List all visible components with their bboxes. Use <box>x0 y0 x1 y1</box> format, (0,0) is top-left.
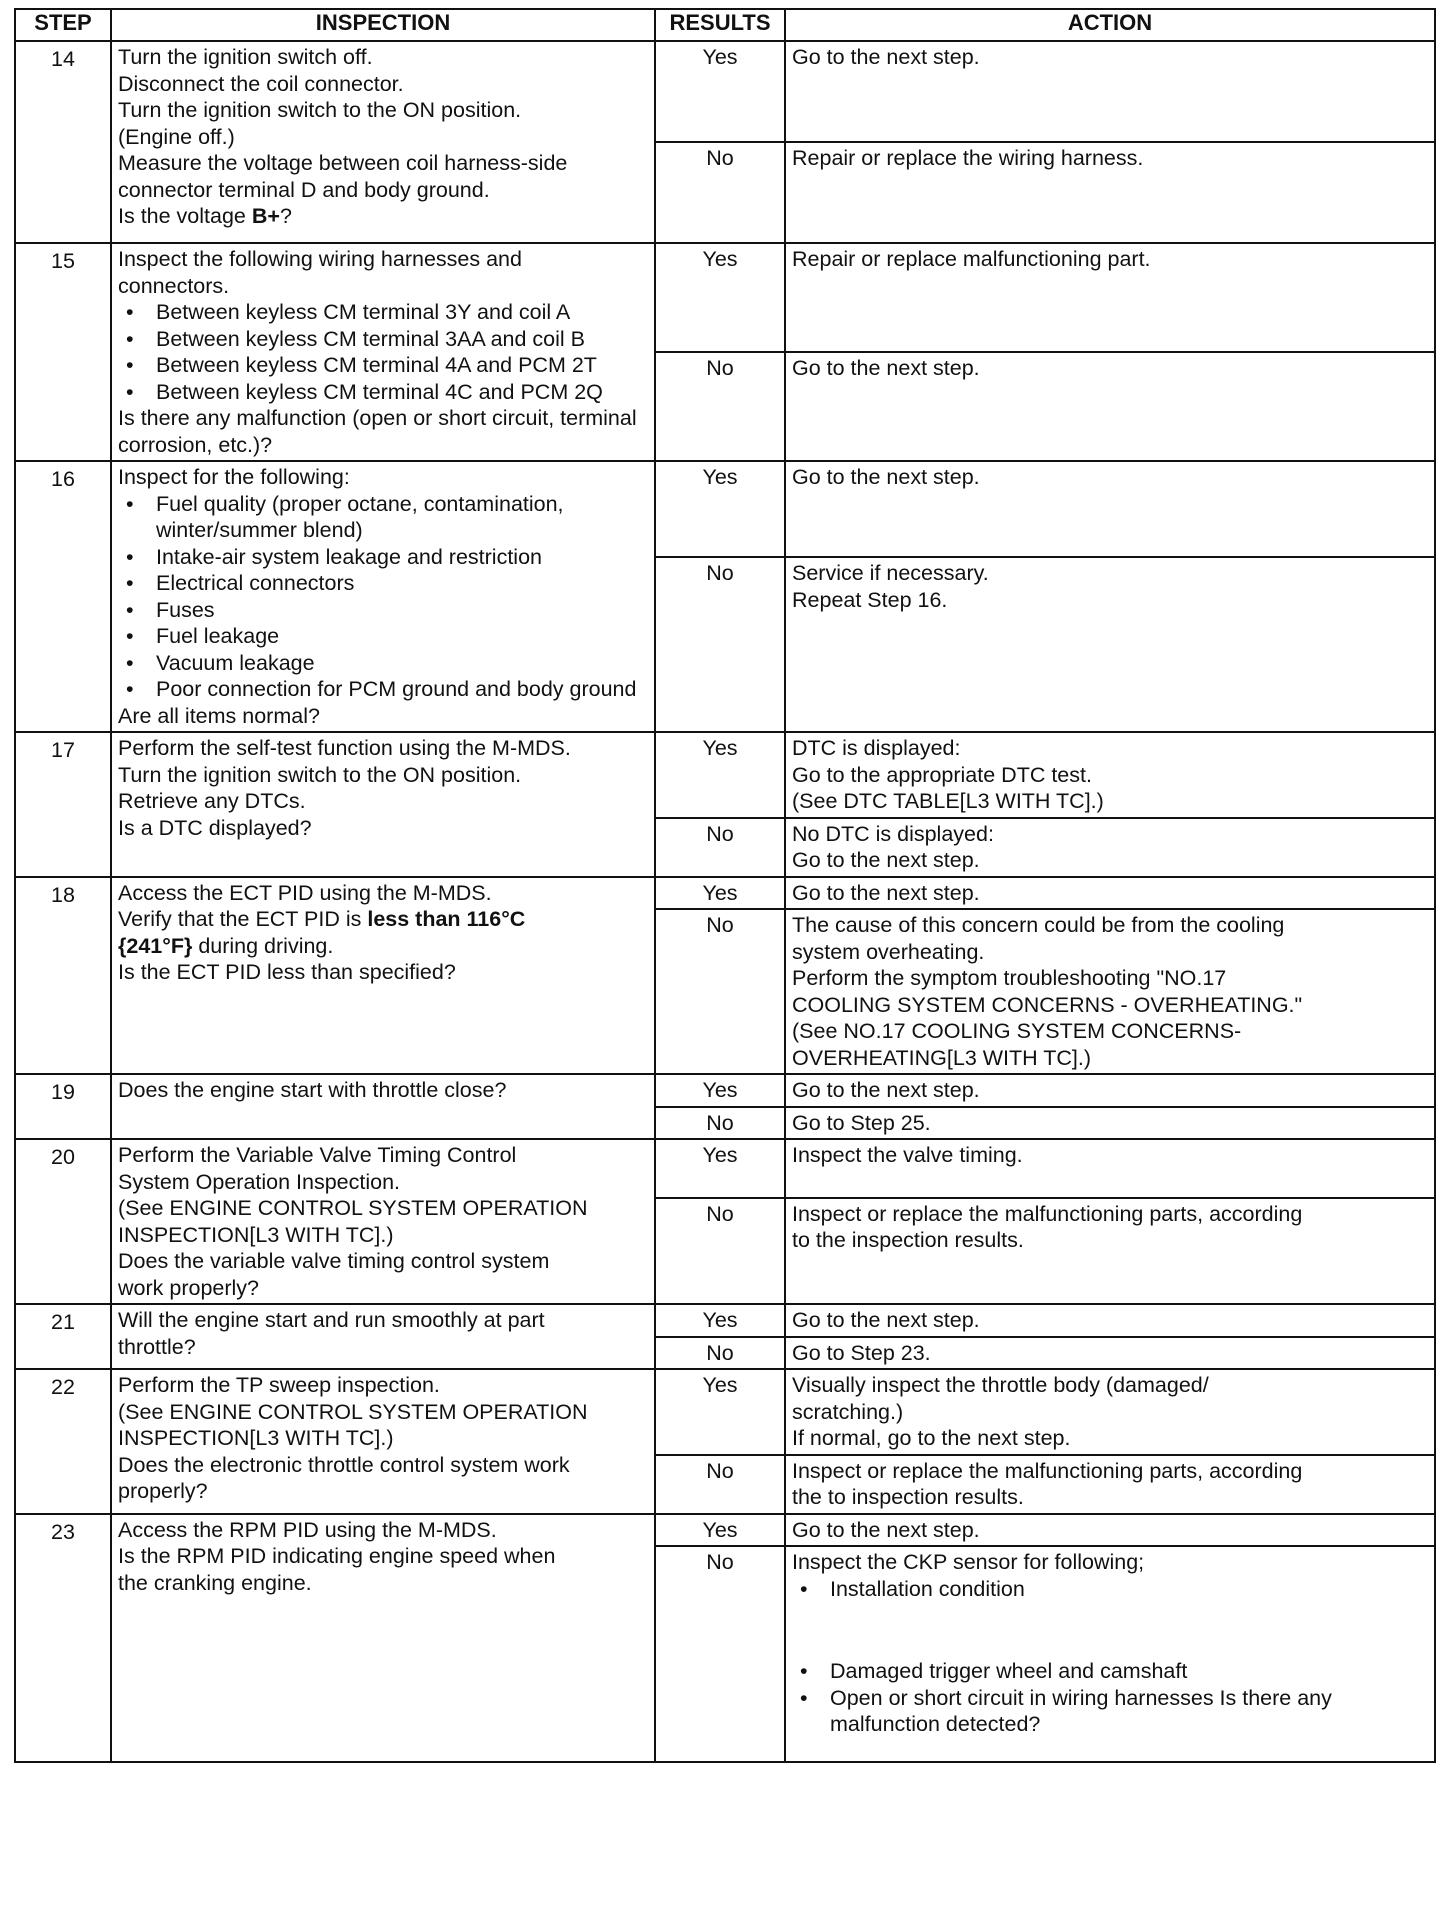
insp-line: Access the ECT PID using the M-MDS. <box>118 880 492 905</box>
action-line: Repair or replace the wiring harness. <box>792 146 1144 170</box>
action-yes <box>785 1369 1435 1455</box>
step-number: 19 <box>15 1074 111 1139</box>
insp-line: INSPECTION[L3 WITH TC].) <box>118 1222 394 1247</box>
bullet-item: • Installation condition <box>800 1576 1025 1601</box>
step-number: 17 <box>15 732 111 877</box>
question-line: the cranking engine. <box>118 1570 312 1595</box>
step-number: 22 <box>15 1369 111 1514</box>
step-number: 14 <box>15 41 111 243</box>
question-line: Does the electronic throttle control system work <box>118 1452 570 1477</box>
question-line: throttle? <box>118 1334 196 1359</box>
result-no: No <box>655 1455 785 1514</box>
bullet-icon: • <box>126 326 134 351</box>
insp-line: (See ENGINE CONTROL SYSTEM OPERATION <box>118 1196 588 1220</box>
insp-line: Perform the self-test function using the M-MDS. <box>118 736 571 760</box>
action-line: Repair or replace malfunctioning part. <box>792 247 1151 271</box>
action-no <box>785 1337 1435 1370</box>
result-yes: Yes <box>655 41 785 142</box>
spec-value: {241°F} <box>118 933 193 958</box>
bullet-item: • Open or short circuit in wiring harnesses Is there any malfunction detected? <box>800 1685 1332 1736</box>
action-no <box>785 818 1435 877</box>
insp-line: Access the RPM PID using the M-MDS. <box>118 1517 497 1542</box>
header-row <box>15 9 1435 41</box>
action-line: Go to the next step. <box>792 880 980 905</box>
action-line: (See NO.17 COOLING SYSTEM CONCERNS- <box>792 1019 1242 1043</box>
action-no <box>785 142 1435 243</box>
action-line: No DTC is displayed: <box>792 821 994 846</box>
action-line: DTC is displayed: <box>792 736 961 760</box>
action-line: COOLING SYSTEM CONCERNS - OVERHEATING." <box>792 992 1303 1017</box>
bullet-item: • Electrical connectors <box>126 571 355 595</box>
bullet-item: • Damaged trigger wheel and camshaft <box>800 1659 1188 1683</box>
result-yes: Yes <box>655 1369 785 1455</box>
bullet-icon: • <box>800 1659 808 1683</box>
action-yes <box>785 732 1435 818</box>
inspection-table <box>14 8 1436 1763</box>
result-yes: Yes <box>655 1514 785 1547</box>
action-yes <box>785 1304 1435 1337</box>
step-17-yes-row <box>15 732 1435 818</box>
step-23-yes-row <box>15 1514 1435 1547</box>
step-22-yes-row <box>15 1369 1435 1455</box>
action-line: Go to the next step. <box>792 45 980 69</box>
bullet-item: • Poor connection for PCM ground and body ground <box>126 677 637 701</box>
step-14-yes-row <box>15 41 1435 142</box>
result-yes: Yes <box>655 877 785 910</box>
bullet-icon: • <box>126 624 134 648</box>
result-no: No <box>655 352 785 461</box>
step-number: 15 <box>15 243 111 461</box>
result-no: No <box>655 557 785 732</box>
action-line: Repeat Step 16. <box>792 587 948 612</box>
action-line: Inspect the valve timing. <box>792 1143 1023 1167</box>
step-number: 16 <box>15 461 111 732</box>
action-line: Go to the next step. <box>792 1308 980 1332</box>
action-line: Go to Step 25. <box>792 1110 931 1135</box>
inspection-cell <box>111 41 655 243</box>
result-no: No <box>655 1107 785 1140</box>
action-yes <box>785 877 1435 910</box>
insp-line: System Operation Inspection. <box>118 1169 401 1194</box>
bullet-icon: • <box>800 1576 808 1601</box>
question-line: Is a DTC displayed? <box>118 815 312 840</box>
insp-line: Disconnect the coil connector. <box>118 71 404 96</box>
bullet-icon: • <box>126 491 134 516</box>
action-line: Go to the appropriate DTC test. <box>792 762 1092 787</box>
action-line: Inspect or replace the malfunctioning parts, according <box>792 1201 1303 1226</box>
result-yes: Yes <box>655 461 785 557</box>
step-number: 23 <box>15 1514 111 1763</box>
bullet-item: • Fuses <box>126 597 215 622</box>
inspection-cell <box>111 461 655 732</box>
action-no <box>785 352 1435 461</box>
step-20-yes-row <box>15 1139 1435 1198</box>
action-line: Perform the symptom troubleshooting "NO.17 <box>792 966 1227 990</box>
bullet-icon: • <box>126 353 134 377</box>
spec-value: B+ <box>251 204 280 228</box>
step-19-yes-row <box>15 1074 1435 1107</box>
inspection-cell <box>111 1514 655 1763</box>
question-text: ? <box>279 204 292 228</box>
result-yes: Yes <box>655 1139 785 1198</box>
header-step: STEP <box>15 9 111 41</box>
inspection-cell <box>111 1369 655 1514</box>
insp-line: Inspect for the following: <box>118 465 350 489</box>
action-yes <box>785 1074 1435 1107</box>
bullet-icon: • <box>126 544 134 569</box>
action-yes <box>785 1514 1435 1547</box>
bullet-icon: • <box>126 571 134 595</box>
insp-line: Turn the ignition switch off. <box>118 45 373 69</box>
insp-line <box>118 933 648 960</box>
action-line: Go to the next step. <box>792 356 980 380</box>
question-line: Is there any malfunction (open or short circuit, terminal corrosion, etc.)? <box>118 406 637 457</box>
action-line: Go to Step 23. <box>792 1340 931 1365</box>
question-line: Is the ECT PID less than specified? <box>118 960 456 984</box>
action-line: Inspect or replace the malfunctioning parts, according <box>792 1458 1303 1483</box>
bullet-item: • Intake-air system leakage and restriction <box>126 544 542 569</box>
action-line: The cause of this concern could be from the cooling <box>792 913 1285 937</box>
result-no: No <box>655 1546 785 1762</box>
inspection-cell <box>111 1074 655 1139</box>
result-yes: Yes <box>655 1304 785 1337</box>
bullet-icon: • <box>126 597 134 622</box>
question-line: properly? <box>118 1479 208 1503</box>
question-line: Does the engine start with throttle close? <box>118 1078 507 1102</box>
result-no: No <box>655 1337 785 1370</box>
action-line: Go to the next step. <box>792 1078 980 1102</box>
question-line: Does the variable valve timing control system <box>118 1249 550 1273</box>
insp-line: connector terminal D and body ground. <box>118 177 490 202</box>
bullet-icon: • <box>800 1685 808 1710</box>
insp-line: Inspect the following wiring harnesses and <box>118 247 522 271</box>
insp-text: Verify that the ECT PID is <box>118 907 368 931</box>
action-no <box>785 1198 1435 1304</box>
action-no <box>785 1455 1435 1514</box>
bullet-item: • Between keyless CM terminal 3AA and coil B <box>126 326 586 351</box>
bullet-item: • Vacuum leakage <box>126 650 315 675</box>
step-15-yes-row <box>15 243 1435 352</box>
bullet-item: • Fuel quality (proper octane, contamination, winter/summer blend) <box>126 491 564 542</box>
action-yes <box>785 1139 1435 1198</box>
action-line: Inspect the CKP sensor for following; <box>792 1550 1145 1574</box>
bullet-icon: • <box>126 677 134 701</box>
result-no: No <box>655 142 785 243</box>
step-21-yes-row <box>15 1304 1435 1337</box>
action-no <box>785 1107 1435 1140</box>
action-line: Go to the next step. <box>792 848 980 872</box>
question-line: Are all items normal? <box>118 703 320 728</box>
header-results: RESULTS <box>655 9 785 41</box>
action-yes <box>785 41 1435 142</box>
inspection-cell <box>111 877 655 1075</box>
insp-line: Measure the voltage between coil harness-side <box>118 151 568 175</box>
action-line: Go to the next step. <box>792 465 980 489</box>
step-16-yes-row <box>15 461 1435 557</box>
action-yes <box>785 243 1435 352</box>
question-text: Is the voltage <box>118 204 252 228</box>
step-number: 21 <box>15 1304 111 1369</box>
step-number: 18 <box>15 877 111 1075</box>
bullet-item: • Between keyless CM terminal 4C and PCM 2Q <box>126 379 603 404</box>
insp-line: Perform the Variable Valve Timing Control <box>118 1143 517 1167</box>
result-yes: Yes <box>655 243 785 352</box>
result-no: No <box>655 1198 785 1304</box>
bullet-item: • Between keyless CM terminal 4A and PCM 2T <box>126 353 597 377</box>
inspection-cell <box>111 732 655 877</box>
action-no <box>785 1546 1435 1762</box>
action-line: system overheating. <box>792 939 985 964</box>
insp-line: connectors. <box>118 273 230 298</box>
bullet-item: • Between keyless CM terminal 3Y and coil A <box>126 300 571 324</box>
inspection-cell <box>111 1304 655 1369</box>
insp-line: (See ENGINE CONTROL SYSTEM OPERATION <box>118 1399 588 1424</box>
action-line: scratching.) <box>792 1399 904 1424</box>
action-yes <box>785 461 1435 557</box>
bullet-icon: • <box>126 379 134 404</box>
insp-line <box>118 906 648 933</box>
insp-line: Turn the ignition switch to the ON position. <box>118 98 522 122</box>
spec-value: less than 116°C <box>367 907 526 931</box>
header-action: ACTION <box>785 9 1435 41</box>
action-line: the to inspection results. <box>792 1485 1024 1509</box>
header-inspection: INSPECTION <box>111 9 655 41</box>
insp-line: (Engine off.) <box>118 124 235 149</box>
question-line: Will the engine start and run smoothly at part <box>118 1308 545 1332</box>
dtc-table-reference: (See DTC TABLE[L3 WITH TC].) <box>792 789 1104 813</box>
spacer <box>792 1602 1428 1658</box>
action-line: If normal, go to the next step. <box>792 1426 1071 1450</box>
insp-line: Turn the ignition switch to the ON position. <box>118 762 522 787</box>
result-yes: Yes <box>655 732 785 818</box>
insp-line: Retrieve any DTCs. <box>118 789 306 813</box>
result-no: No <box>655 818 785 877</box>
action-line: Visually inspect the throttle body (damaged/ <box>792 1373 1209 1397</box>
insp-line: INSPECTION[L3 WITH TC].) <box>118 1426 394 1450</box>
troubleshooting-table <box>14 8 1434 1763</box>
action-no <box>785 557 1435 732</box>
action-no <box>785 909 1435 1074</box>
inspection-cell <box>111 1139 655 1304</box>
result-no: No <box>655 909 785 1074</box>
question-line: work properly? <box>118 1275 259 1300</box>
step-number: 20 <box>15 1139 111 1304</box>
bullet-icon: • <box>126 300 134 324</box>
inspection-cell <box>111 243 655 461</box>
result-yes: Yes <box>655 1074 785 1107</box>
action-line: Go to the next step. <box>792 1517 980 1542</box>
action-line: to the inspection results. <box>792 1228 1024 1253</box>
bullet-item: • Fuel leakage <box>126 624 280 648</box>
insp-line: Perform the TP sweep inspection. <box>118 1373 440 1397</box>
action-line: OVERHEATING[L3 WITH TC].) <box>792 1045 1092 1070</box>
question-line <box>118 203 648 230</box>
insp-text: during driving. <box>192 933 334 958</box>
question-line: Is the RPM PID indicating engine speed when <box>118 1544 556 1568</box>
step-18-yes-row <box>15 877 1435 910</box>
action-line: Service if necessary. <box>792 561 989 586</box>
bullet-icon: • <box>126 650 134 675</box>
